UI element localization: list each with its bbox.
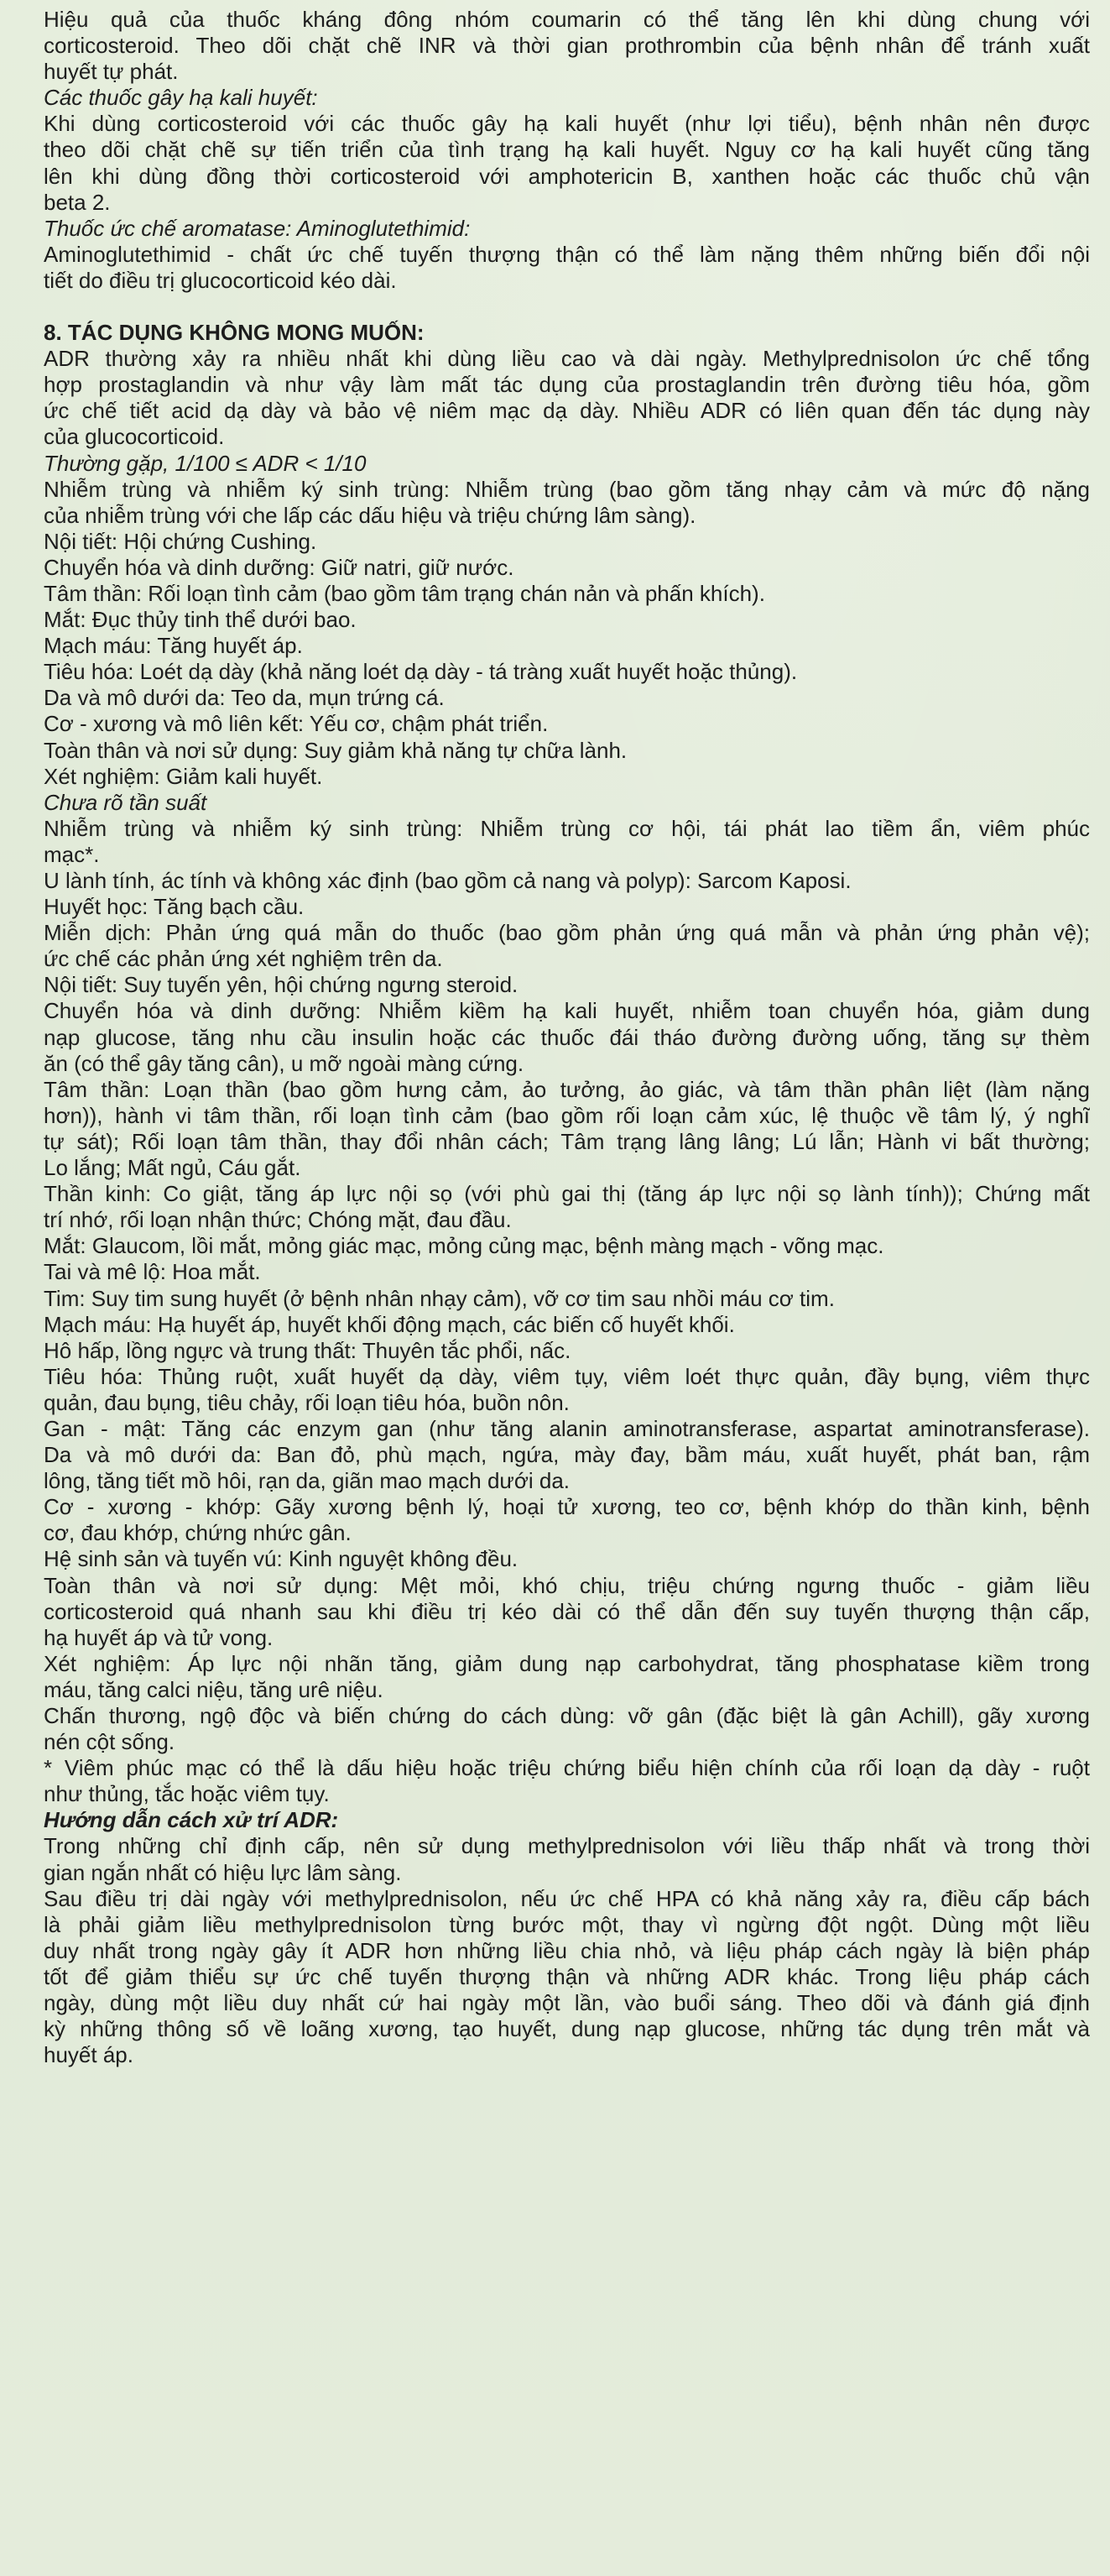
text-line: Tai và mê lộ: Hoa mắt.	[44, 1259, 261, 1285]
text-line: Mạch máu: Hạ huyết áp, huyết khối động mạch, các biến cố huyết khối.	[44, 1311, 735, 1337]
text-line: Toàn thân và nơi sử dụng: Mệt mỏi, khó chịu, triệu chứng ngưng thuốc - giảm liều	[44, 1572, 1090, 1598]
text-line: * Viêm phúc mạc có thể là dấu hiệu hoặc triệu chứng biểu hiện chính của rối loạn dạ dày - ruột	[44, 1755, 1090, 1781]
text-line: corticosteroid quá nhanh sau khi điều trị kéo dài có thể dẫn đến suy tuyến thượng thận cấp,	[44, 1598, 1090, 1624]
text-line: Cơ - xương - khớp: Gãy xương bệnh lý, hoại tử xương, teo cơ, bệnh khớp do thần kinh, bệnh	[44, 1494, 1090, 1520]
text-line: là phải giảm liều methylprednisolon từng bước một, thay vì ngừng đột ngột. Dùng một liều	[44, 1911, 1090, 1937]
text-line: Lo lắng; Mất ngủ, Cáu gắt.	[44, 1155, 301, 1181]
text-line: Hệ sinh sản và tuyến vú: Kinh nguyệt không đều.	[44, 1546, 519, 1572]
text-line: tự sát); Rối loạn tâm thần, thay đổi nhân cách; Tâm trạng lâng lâng; Lú lẫn; Hành vi bất thường;	[44, 1128, 1090, 1154]
text-line: hạ huyết áp và tử vong.	[44, 1624, 274, 1650]
text-line: Mắt: Glaucom, lồi mắt, mỏng giác mạc, mỏng củng mạc, bệnh màng mạch - võng mạc.	[44, 1233, 884, 1259]
text-line: Tiêu hóa: Loét dạ dày (khả năng loét dạ dày - tá tràng xuất huyết hoặc thủng).	[44, 659, 798, 685]
text-line: Cơ - xương và mô liên kết: Yếu cơ, chậm phát triển.	[44, 711, 549, 737]
text-line: lên khi dùng đồng thời corticosteroid với amphotericin B, xanthen hoặc các thuốc chủ vận	[44, 163, 1090, 189]
text-line: Xét nghiệm: Giảm kali huyết.	[44, 763, 323, 789]
text-line: Hô hấp, lồng ngực và trung thất: Thuyên tắc phổi, nấc.	[44, 1337, 571, 1363]
text-line: U lành tính, ác tính và không xác định (bao gồm cả nang và polyp): Sarcom Kaposi.	[44, 868, 852, 893]
text-line: như thủng, tắc hoặc viêm tụy.	[44, 1781, 330, 1807]
text-line: tốt để giảm thiểu sự ức chế tuyến thượng thận và những ADR khác. Trong liệu pháp cách	[44, 1963, 1090, 1989]
text-line: nén cột sống.	[44, 1729, 175, 1755]
text-line: gian ngắn nhất có hiệu lực lâm sàng.	[44, 1859, 402, 1885]
text-line: Xét nghiệm: Áp lực nội nhãn tăng, giảm dung nạp carbohydrat, tăng phosphatase kiềm trong	[44, 1650, 1090, 1676]
text-line: quản, đau bụng, tiêu chảy, rối loạn tiêu hóa, buồn nôn.	[44, 1389, 570, 1415]
text-line: beta 2.	[44, 189, 111, 215]
text-line: cơ, đau khớp, chứng nhức gân.	[44, 1520, 352, 1546]
document-text	[44, 7, 1090, 2068]
text-line: Toàn thân và nơi sử dụng: Suy giảm khả năng tự chữa lành.	[44, 737, 628, 763]
text-line: Chấn thương, ngộ độc và biến chứng do cách dùng: vỡ gân (đặc biệt là gân Achill), gãy xương	[44, 1703, 1090, 1728]
text-line: ức chế các phản ứng xét nghiệm trên da.	[44, 946, 443, 972]
text-line: Miễn dịch: Phản ứng quá mẫn do thuốc (bao gồm phản ứng quá mẫn và phản ứng phản vệ);	[44, 920, 1090, 946]
subheading: Hướng dẫn cách xử trí ADR:	[44, 1807, 339, 1833]
text-line: mạc*.	[44, 841, 100, 867]
blank-line	[44, 294, 1090, 320]
text-line: Thần kinh: Co giật, tăng áp lực nội sọ (với phù gai thị (tăng áp lực nội sọ lành tính)); Chứng mất	[44, 1181, 1090, 1207]
text-line: corticosteroid. Theo dõi chặt chẽ INR và thời gian prothrombin của bệnh nhân để tránh xuất	[44, 33, 1090, 59]
text-line: Tiêu hóa: Thủng ruột, xuất huyết dạ dày, viêm tụy, viêm loét thực quản, đầy bụng, viêm thực	[44, 1363, 1090, 1389]
text-line: Da và mô dưới da: Teo da, mụn trứng cá.	[44, 685, 445, 711]
text-line: Tâm thần: Rối loạn tình cảm (bao gồm tâm trạng chán nản và phấn khích).	[44, 580, 765, 606]
text-line: Sau điều trị dài ngày với methylprednisolon, nếu ức chế HPA có khả năng xảy ra, điều cấp bách	[44, 1885, 1090, 1911]
text-line: Mắt: Đục thủy tinh thể dưới bao.	[44, 607, 357, 633]
subheading: Các thuốc gây hạ kali huyết:	[44, 85, 318, 111]
text-line: ngày, dùng một liều duy nhất cứ hai ngày một lần, vào buổi sáng. Theo dõi và đánh giá định	[44, 1990, 1090, 2016]
text-line: của nhiễm trùng với che lấp các dấu hiệu và triệu chứng lâm sàng).	[44, 502, 696, 528]
text-line: Nội tiết: Suy tuyến yên, hội chứng ngưng steroid.	[44, 972, 519, 998]
subheading: Chưa rõ tần suất	[44, 789, 207, 815]
text-line: ADR thường xảy ra nhiều nhất khi dùng liều cao và dài ngày. Methylprednisolon ức chế tổng	[44, 346, 1090, 372]
text-line: Khi dùng corticosteroid với các thuốc gây hạ kali huyết (như lợi tiểu), bệnh nhân nên được	[44, 111, 1090, 137]
text-line: Nhiễm trùng và nhiễm ký sinh trùng: Nhiễm trùng (bao gồm tăng nhạy cảm và mức độ nặng	[44, 476, 1090, 502]
text-line: hợp prostaglandin và như vậy làm mất tác dụng của prostaglandin trên đường tiêu hóa, gồm	[44, 372, 1090, 398]
text-line: Tâm thần: Loạn thần (bao gồm hưng cảm, ảo tưởng, ảo giác, và tâm thần phân liệt (làm nặng	[44, 1076, 1090, 1102]
text-line: Nội tiết: Hội chứng Cushing.	[44, 528, 317, 554]
text-line: ăn (có thể gây tăng cân), u mỡ ngoài màng cứng.	[44, 1050, 524, 1076]
text-line: theo dõi chặt chẽ sự tiến triển của tình trạng hạ kali huyết. Nguy cơ hạ kali huyết cũng tăng	[44, 137, 1090, 163]
text-line: Nhiễm trùng và nhiễm ký sinh trùng: Nhiễm trùng cơ hội, tái phát lao tiềm ẩn, viêm phúc	[44, 815, 1090, 841]
subheading: Thường gặp, 1/100 ≤ ADR < 1/10	[44, 450, 367, 476]
text-line: huyết áp.	[44, 2042, 133, 2068]
text-line: Trong những chỉ định cấp, nên sử dụng methylprednisolon với liều thấp nhất và trong thời	[44, 1833, 1090, 1859]
text-line: hơn)), hành vi tâm thần, rối loạn tình cảm (bao gồm rối loạn cảm xúc, lệ thuộc về tâm lý, ý nghĩ	[44, 1102, 1090, 1128]
text-line: trí nhớ, rối loạn nhận thức; Chóng mặt, đau đầu.	[44, 1207, 512, 1233]
text-line: Aminoglutethimid - chất ức chế tuyến thượng thận có thể làm nặng thêm những biến đổi nội	[44, 241, 1090, 267]
text-line: Hiệu quả của thuốc kháng đông nhóm coumarin có thể tăng lên khi dùng chung với	[44, 7, 1090, 32]
text-line: Mạch máu: Tăng huyết áp.	[44, 633, 303, 659]
text-line: nạp glucose, tăng nhu cầu insulin hoặc các thuốc đái tháo đường đường uống, tăng sự thèm	[44, 1024, 1090, 1050]
text-line: kỳ những thông số về loãng xương, tạo huyết, dung nạp glucose, những tác dụng trên mắt và	[44, 2016, 1090, 2042]
text-line: Huyết học: Tăng bạch cầu.	[44, 894, 305, 920]
section-heading: 8. TÁC DỤNG KHÔNG MONG MUỐN:	[44, 320, 425, 346]
text-line: tiết do điều trị glucocorticoid kéo dài.	[44, 267, 397, 293]
text-line: Da và mô dưới da: Ban đỏ, phù mạch, ngứa, mày đay, bầm máu, xuất huyết, phát ban, rậm	[44, 1442, 1090, 1468]
text-line: duy nhất trong ngày gây ít ADR hơn những liều chia nhỏ, và liệu pháp cách ngày là biện pháp	[44, 1937, 1090, 1963]
text-line: Gan - mật: Tăng các enzym gan (như tăng alanin aminotransferase, aspartat aminotransferase).	[44, 1415, 1090, 1441]
text-line: huyết tự phát.	[44, 59, 179, 85]
text-line: lông, tăng tiết mồ hôi, rạn da, giãn mao mạch dưới da.	[44, 1468, 571, 1494]
text-line: Tim: Suy tim sung huyết (ở bệnh nhân nhạy cảm), vỡ cơ tim sau nhồi máu cơ tim.	[44, 1285, 835, 1311]
text-line: ức chế tiết acid dạ dày và bảo vệ niêm mạc dạ dày. Nhiều ADR có liên quan đến tác dụng này	[44, 398, 1090, 424]
text-line: máu, tăng calci niệu, tăng urê niệu.	[44, 1676, 383, 1702]
text-line: của glucocorticoid.	[44, 424, 225, 450]
subheading: Thuốc ức chế aromatase: Aminoglutethimid:	[44, 215, 471, 241]
text-line: Chuyển hóa và dinh dưỡng: Nhiễm kiềm hạ kali huyết, nhiễm toan chuyển hóa, giảm dung	[44, 998, 1090, 1024]
text-line: Chuyển hóa và dinh dưỡng: Giữ natri, giữ nước.	[44, 554, 514, 580]
